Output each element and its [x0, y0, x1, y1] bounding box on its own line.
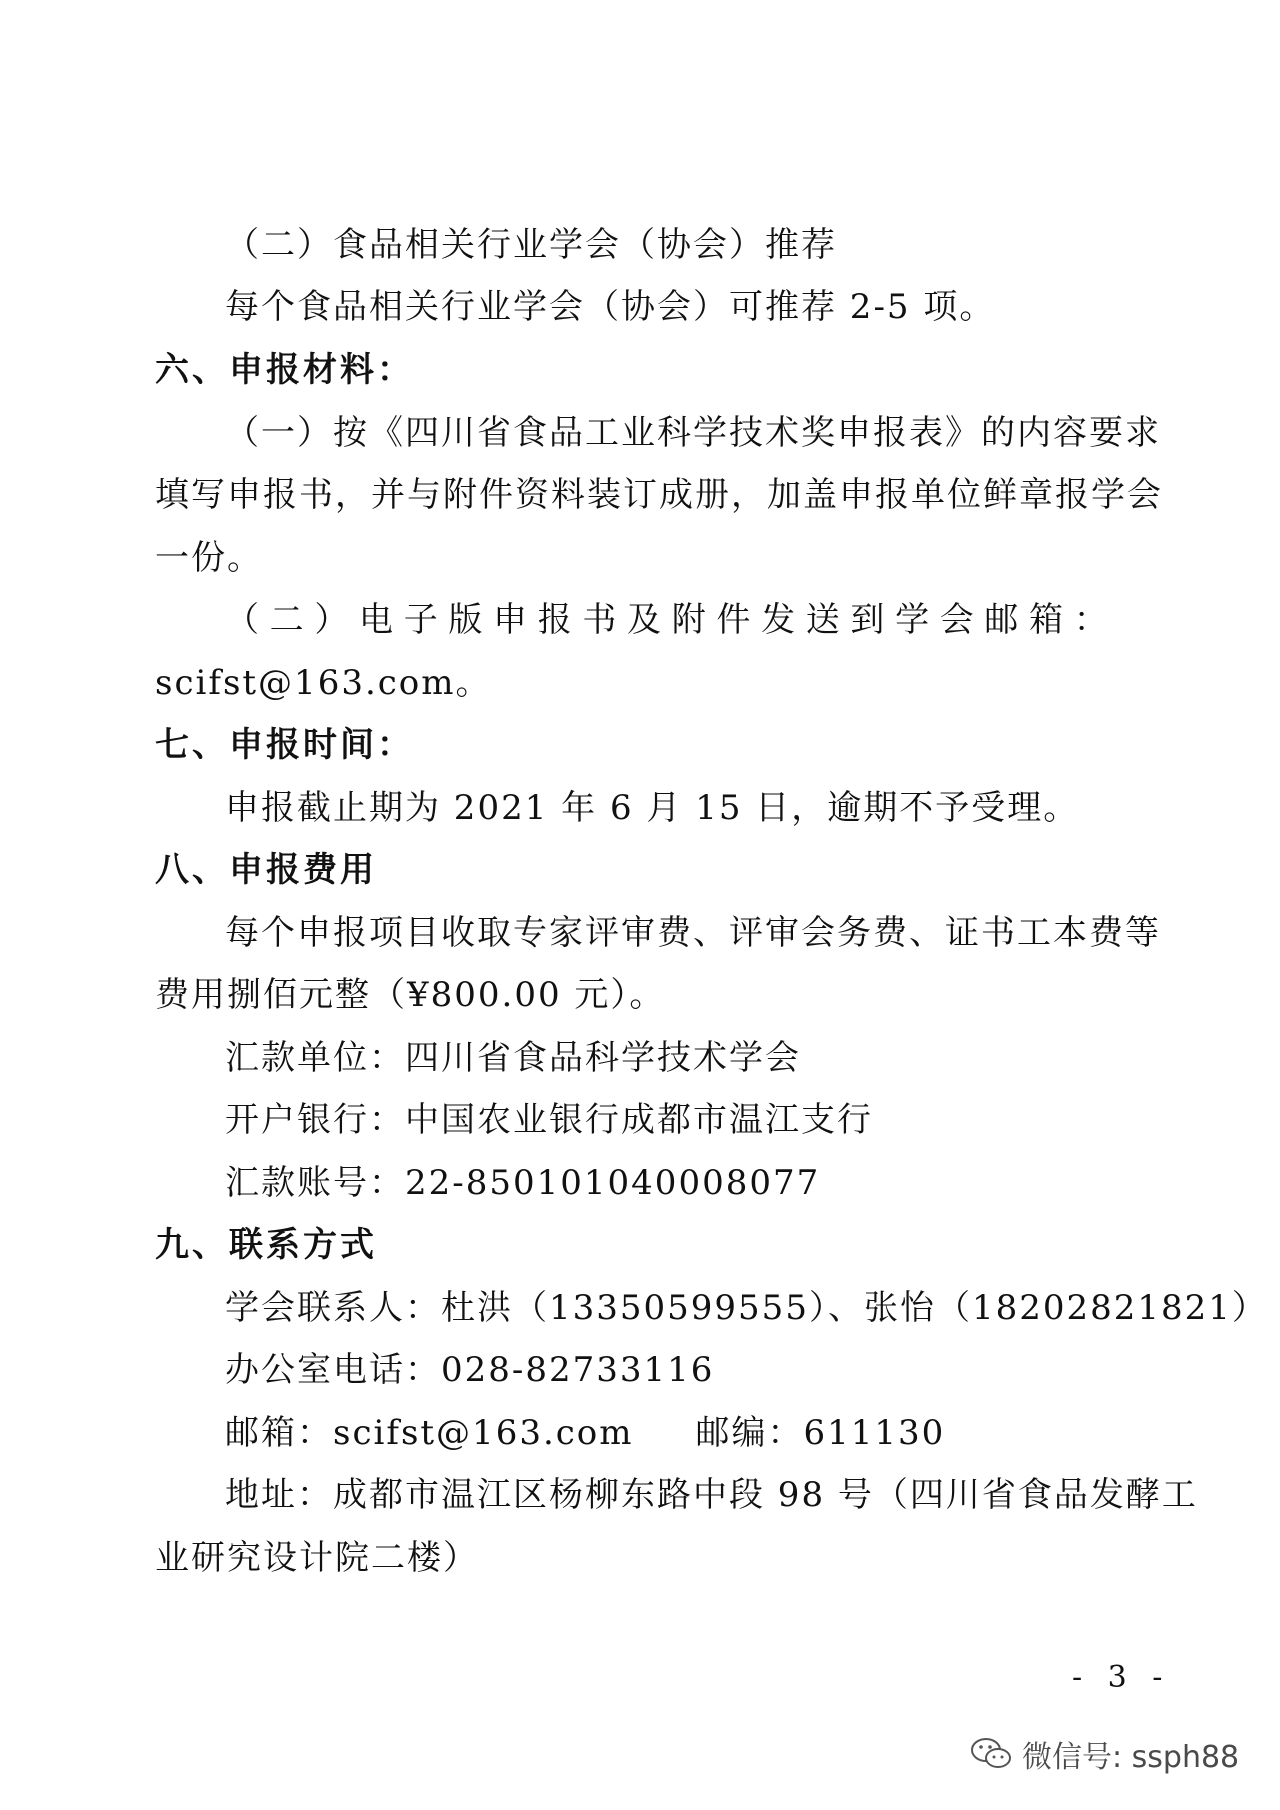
email-postcode-line: [225, 1413, 945, 1453]
char: 会: [939, 600, 976, 640]
address-line: 地址：成都市温江区杨柳东路中段 98 号（四川省食品发酵工: [225, 1475, 1198, 1515]
char: 送: [805, 600, 842, 640]
contact-persons-line: 学会联系人：杜洪（13350599555）、张怡（18202821821）: [225, 1288, 1268, 1328]
section-6-heading: 六、申报材料：: [155, 350, 414, 390]
char: 报: [537, 600, 574, 640]
payee-line: 汇款单位：四川省食品科学技术学会: [225, 1038, 801, 1078]
paragraph: 每个食品相关行业学会（协会）可推荐 2-5 项。: [225, 287, 996, 327]
char: ：: [1073, 600, 1110, 640]
char: 邮: [984, 600, 1021, 640]
char: 申: [493, 600, 530, 640]
char: 发: [761, 600, 798, 640]
char: 电: [359, 600, 396, 640]
watermark-text: 微信号: ssph88: [1022, 1740, 1240, 1775]
paragraph: （一）按《四川省食品工业科学技术奖申报表》的内容要求: [225, 413, 1161, 453]
bank-line: 开户银行：中国农业银行成都市温江支行: [225, 1100, 873, 1140]
section-9-heading: 九、联系方式: [155, 1225, 377, 1265]
char: 二: [269, 600, 306, 640]
char: 版: [448, 600, 485, 640]
subsection-2-title: （二）食品相关行业学会（协会）推荐: [225, 225, 837, 265]
fee-paragraph: 费用捌佰元整（¥800.00 元）。: [155, 975, 666, 1015]
page-number: - 3 -: [1072, 1660, 1171, 1695]
char: 及: [627, 600, 664, 640]
account-line: 汇款账号：22-850101040008077: [225, 1163, 821, 1203]
char: 学: [895, 600, 932, 640]
watermark: [970, 1732, 1239, 1776]
deadline-paragraph: 申报截止期为 2021 年 6 月 15 日，逾期不予受理。: [225, 788, 1080, 828]
section-7-heading: 七、申报时间：: [155, 725, 414, 765]
paragraph: 填写申报书，并与附件资料装订成册，加盖申报单位鲜章报学会: [155, 475, 1163, 515]
char: 子: [403, 600, 440, 640]
address-line-cont: 业研究设计院二楼）: [155, 1538, 479, 1578]
email-line: scifst@163.com。: [155, 663, 492, 703]
office-phone-line: 办公室电话：028-82733116: [225, 1350, 715, 1390]
char: 到: [850, 600, 887, 640]
char: 箱: [1029, 600, 1066, 640]
char: （: [225, 600, 261, 640]
postcode-text: 邮编：611130: [695, 1413, 946, 1453]
section-8-heading: 八、申报费用: [155, 850, 377, 890]
paragraph: 每个申报项目收取专家评审费、评审会务费、证书工本费等: [225, 913, 1161, 953]
char: 附: [671, 600, 708, 640]
paragraph: 一份。: [155, 538, 263, 578]
char: 件: [716, 600, 753, 640]
justified-paragraph: [225, 600, 1110, 640]
char: ）: [314, 600, 351, 640]
wechat-icon: [970, 1736, 1012, 1772]
email-text: 邮箱：scifst@163.com: [225, 1413, 634, 1453]
char: 书: [582, 600, 619, 640]
